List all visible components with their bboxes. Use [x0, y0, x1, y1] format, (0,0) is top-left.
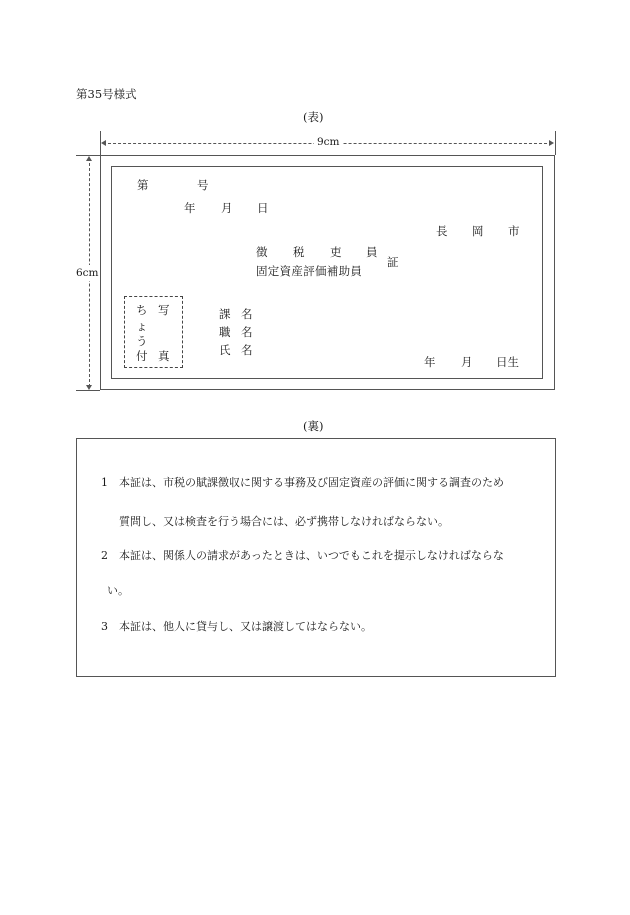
back-label: (裏) — [303, 419, 324, 433]
photo-col2-4: 真 — [158, 349, 170, 363]
height-label: 6cm — [76, 267, 99, 279]
back-line-2: 質問し、又は検査を行う場合には、必ず携帯しなければならない。 — [119, 515, 449, 528]
issue-month: 月 — [221, 201, 233, 215]
back-line-5: 3 本証は、他人に貸与し、又は譲渡してはならない。 — [101, 620, 372, 633]
birth-month: 月 — [461, 355, 473, 369]
title-char-3: 吏 — [330, 245, 342, 259]
photo-col1-2: ょ — [136, 319, 148, 333]
photo-col2-1: 写 — [158, 303, 170, 317]
issue-day: 日 — [257, 201, 269, 215]
title-char-4: 員 — [366, 245, 378, 259]
field-shoku: 職 — [219, 325, 231, 339]
photo-col1-4: 付 — [136, 349, 148, 363]
card-go: 号 — [197, 178, 209, 192]
city-char-3: 市 — [508, 224, 520, 238]
birth-year: 年 — [424, 355, 436, 369]
field-shi-mei: 名 — [241, 343, 253, 357]
city-char-1: 長 — [436, 224, 448, 238]
photo-col1-1: ち — [136, 303, 148, 317]
photo-col1-3: う — [136, 334, 148, 348]
field-shi: 氏 — [219, 343, 231, 357]
back-line-1: 1 本証は、市税の賦課徴収に関する事務及び固定資産の評価に関する調査のため — [101, 476, 504, 489]
form-number: 第35号様式 — [76, 87, 137, 101]
title-char-2: 税 — [293, 245, 305, 259]
issue-year: 年 — [184, 201, 196, 215]
city-char-2: 岡 — [472, 224, 484, 238]
back-line-3: 2 本証は、関係人の請求があったときは、いつでもこれを提示しなければならな — [101, 549, 504, 562]
front-label: (表) — [303, 110, 324, 124]
title-line-2: 固定資産評価補助員 — [256, 264, 363, 278]
field-ka-mei: 名 — [241, 307, 253, 321]
title-char-1: 徴 — [256, 245, 268, 259]
field-ka: 課 — [219, 307, 231, 321]
birth-day: 日生 — [496, 355, 519, 369]
card-dai: 第 — [137, 178, 149, 192]
width-label: 9cm — [314, 136, 343, 148]
field-shoku-mei: 名 — [241, 325, 253, 339]
back-line-4: い。 — [107, 584, 129, 597]
sho-char: 証 — [387, 255, 399, 269]
photo-box — [124, 296, 183, 368]
